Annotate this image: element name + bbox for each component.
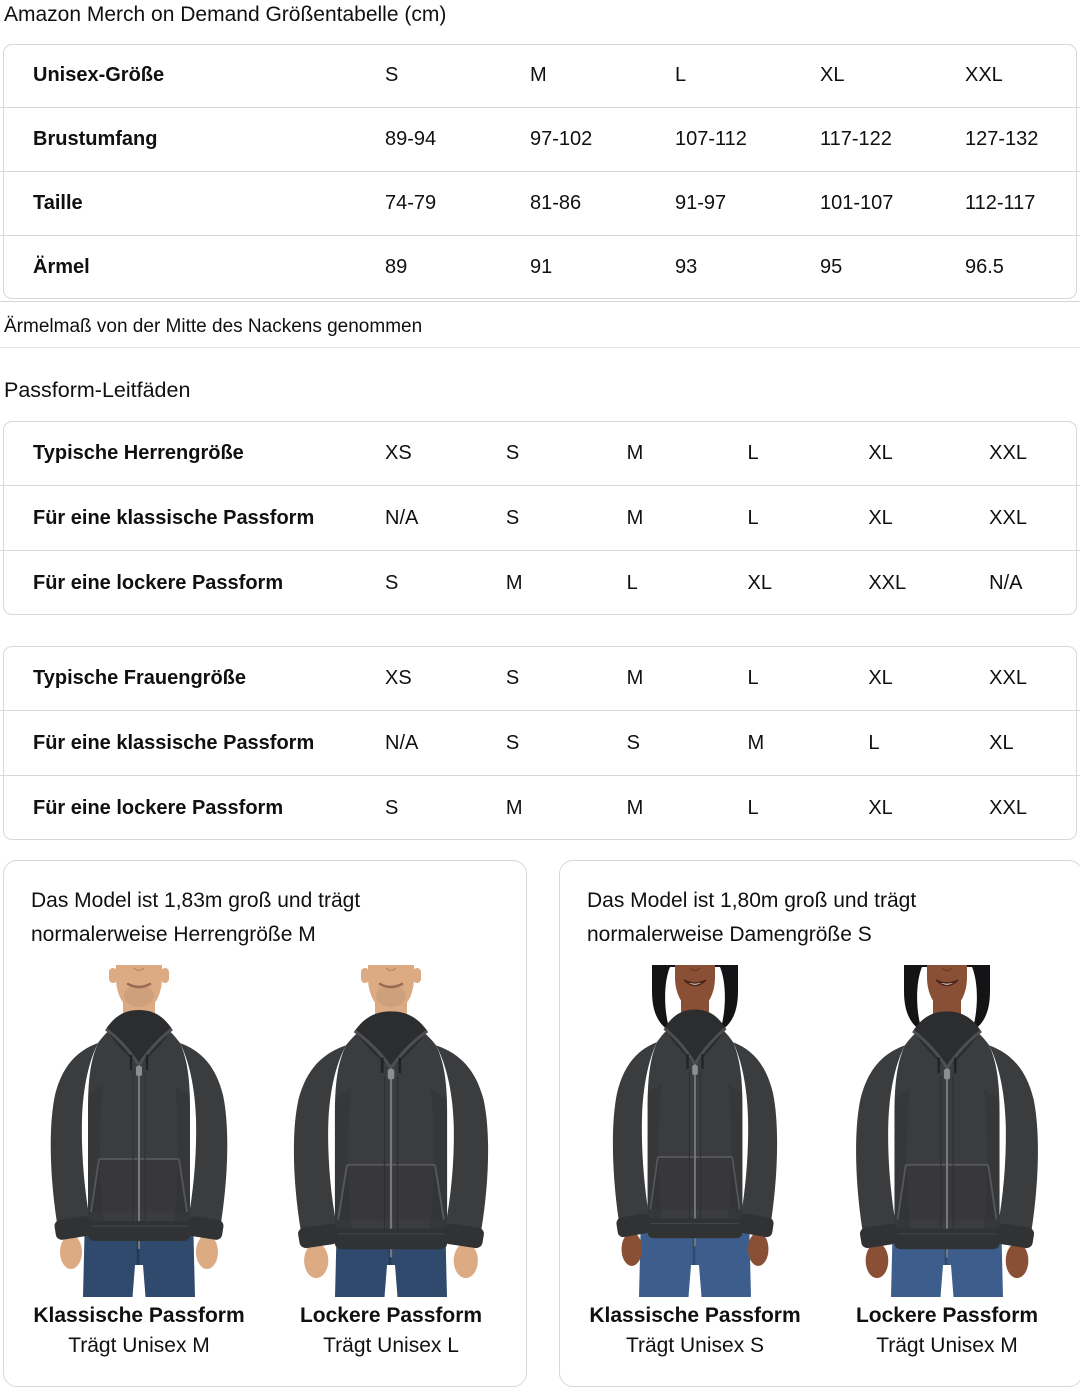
size-value: M [626, 506, 644, 529]
model-photo [580, 965, 810, 1297]
sleeve-note: Ärmelmaß von der Mitte des Nackens genommen [0, 302, 1080, 348]
size-value: M [505, 571, 523, 594]
size-value: 97-102 [530, 128, 593, 150]
size-value: XXL [965, 64, 1003, 86]
fit-type-label: Lockere Passform [299, 1304, 483, 1327]
size-value: N/A [989, 571, 1023, 594]
table-row [0, 485, 1080, 550]
size-value: M [626, 441, 644, 464]
table-row [0, 107, 1080, 171]
size-value: 96.5 [965, 256, 1004, 278]
size-value: XL [868, 796, 893, 819]
size-value: L [747, 441, 759, 464]
size-value: XL [868, 506, 893, 529]
size-value: M [747, 731, 765, 754]
size-value: N/A [385, 506, 419, 529]
model-figure [276, 965, 506, 1357]
size-value: XL [868, 441, 893, 464]
size-value: L [675, 64, 687, 86]
size-value: XXL [989, 796, 1027, 819]
size-value: 117-122 [820, 128, 892, 150]
size-value: XL [747, 571, 772, 594]
size-value: XL [868, 666, 893, 689]
model-photo [24, 965, 254, 1297]
table-row [0, 550, 1080, 615]
size-value: S [626, 731, 640, 754]
size-value: L [747, 796, 759, 819]
row-label: Unisex-Größe [33, 64, 165, 86]
fit-type-label: Lockere Passform [855, 1304, 1039, 1327]
figures-row [24, 965, 506, 1357]
row-label: Für eine klassische Passform [33, 731, 315, 754]
size-value: 91 [530, 256, 553, 278]
table-row [0, 44, 1080, 107]
size-value: XS [385, 441, 412, 464]
size-value: L [747, 666, 759, 689]
worn-size-label: Trägt Unisex M [68, 1334, 210, 1357]
row-label: Taille [33, 192, 83, 214]
size-value: XXL [989, 666, 1027, 689]
size-value: XL [820, 64, 845, 86]
table-row [0, 421, 1080, 485]
model-figure [832, 965, 1062, 1357]
size-value: 101-107 [820, 192, 894, 214]
row-label: Für eine lockere Passform [33, 571, 284, 594]
size-value: 107-112 [675, 128, 747, 150]
row-label: Für eine klassische Passform [33, 506, 315, 529]
model-card-men [3, 860, 527, 1387]
size-value: 74-79 [385, 192, 437, 214]
size-value: S [505, 731, 520, 754]
size-value: S [505, 506, 520, 529]
page-title: Amazon Merch on Demand Größentabelle (cm) [4, 3, 447, 26]
row-label: Typische Frauengröße [33, 666, 247, 689]
worn-size-label: Trägt Unisex S [625, 1334, 765, 1357]
worn-size-label: Trägt Unisex M [876, 1334, 1018, 1357]
size-value: 89 [385, 256, 408, 278]
fit-type-label: Klassische Passform [33, 1304, 245, 1327]
row-label: Brustumfang [33, 128, 158, 150]
size-value: M [530, 64, 547, 86]
size-value: L [747, 506, 759, 529]
fit-type-label: Klassische Passform [589, 1304, 801, 1327]
size-value: 95 [820, 256, 843, 278]
row-label: Ärmel [33, 256, 90, 278]
model-description: Das Model ist 1,80m groß und trägt normalerweise Damengröße S [587, 889, 917, 946]
size-value: 93 [675, 256, 698, 278]
size-value: S [385, 796, 399, 819]
model-card-women [559, 860, 1080, 1387]
size-value: XXL [989, 441, 1027, 464]
worn-size-label: Trägt Unisex L [323, 1334, 459, 1357]
model-description: Das Model ist 1,83m groß und trägt normalerweise Herrengröße M [31, 889, 361, 946]
model-photo [832, 965, 1062, 1297]
table-row [0, 646, 1080, 710]
table-row [0, 171, 1080, 235]
size-value: L [868, 731, 880, 754]
size-value: 127-132 [965, 128, 1039, 150]
size-value: XXL [868, 571, 907, 594]
figures-row [580, 965, 1062, 1357]
model-figure [24, 965, 254, 1357]
size-value: 81-86 [530, 192, 582, 214]
table-row [0, 235, 1080, 299]
size-table [0, 44, 1080, 299]
size-value: 89-94 [385, 128, 437, 150]
row-label: Typische Herrengröße [33, 441, 244, 464]
size-value: S [505, 666, 520, 689]
womens-fit-table [0, 646, 1080, 840]
size-value: 112-117 [965, 192, 1036, 214]
size-value: L [626, 571, 638, 594]
size-value: M [626, 666, 644, 689]
size-value: M [626, 796, 644, 819]
size-value: 91-97 [675, 192, 727, 214]
model-figure [580, 965, 810, 1357]
size-value: M [505, 796, 523, 819]
size-value: S [505, 441, 520, 464]
fit-guides-heading: Passform-Leitfäden [4, 378, 191, 402]
size-value: XS [385, 666, 412, 689]
mens-fit-table [0, 421, 1080, 615]
model-cards [3, 860, 1077, 1387]
size-value: S [385, 571, 399, 594]
size-value: XXL [989, 506, 1027, 529]
size-value: XL [989, 731, 1014, 754]
table-row [0, 775, 1080, 840]
size-value: S [385, 64, 399, 86]
row-label: Für eine lockere Passform [33, 796, 284, 819]
table-row [0, 710, 1080, 775]
size-value: N/A [385, 731, 419, 754]
model-photo [276, 965, 506, 1297]
